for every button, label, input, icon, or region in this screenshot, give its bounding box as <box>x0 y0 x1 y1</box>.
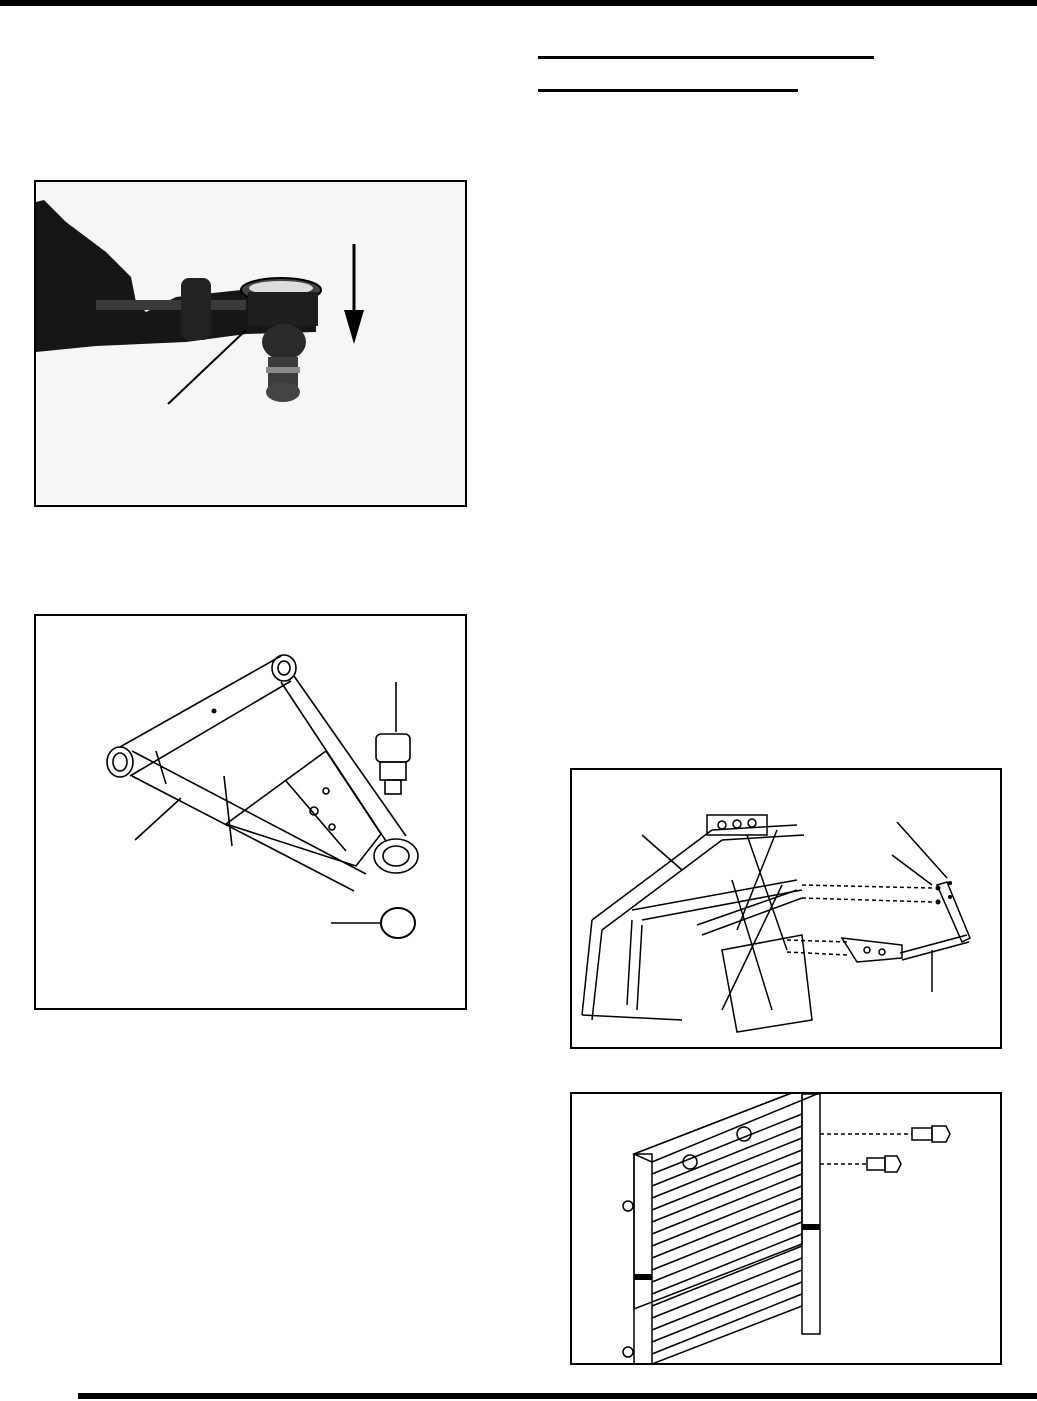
radiator-drawing <box>572 1094 1002 1365</box>
heading-underline-1 <box>538 56 874 59</box>
a-arm-drawing <box>36 616 467 1010</box>
ball-joint-photo <box>36 182 467 507</box>
a-arm-drawing-figure <box>34 614 467 1010</box>
radiator-drawing-figure <box>570 1092 1002 1365</box>
bottom-page-rule <box>78 1393 1037 1399</box>
heading-underline-2 <box>538 89 798 92</box>
frame-drawing-figure <box>570 768 1002 1049</box>
top-page-rule <box>0 0 1037 6</box>
ball-joint-photo-figure <box>34 180 467 507</box>
frame-drawing <box>572 770 1002 1049</box>
